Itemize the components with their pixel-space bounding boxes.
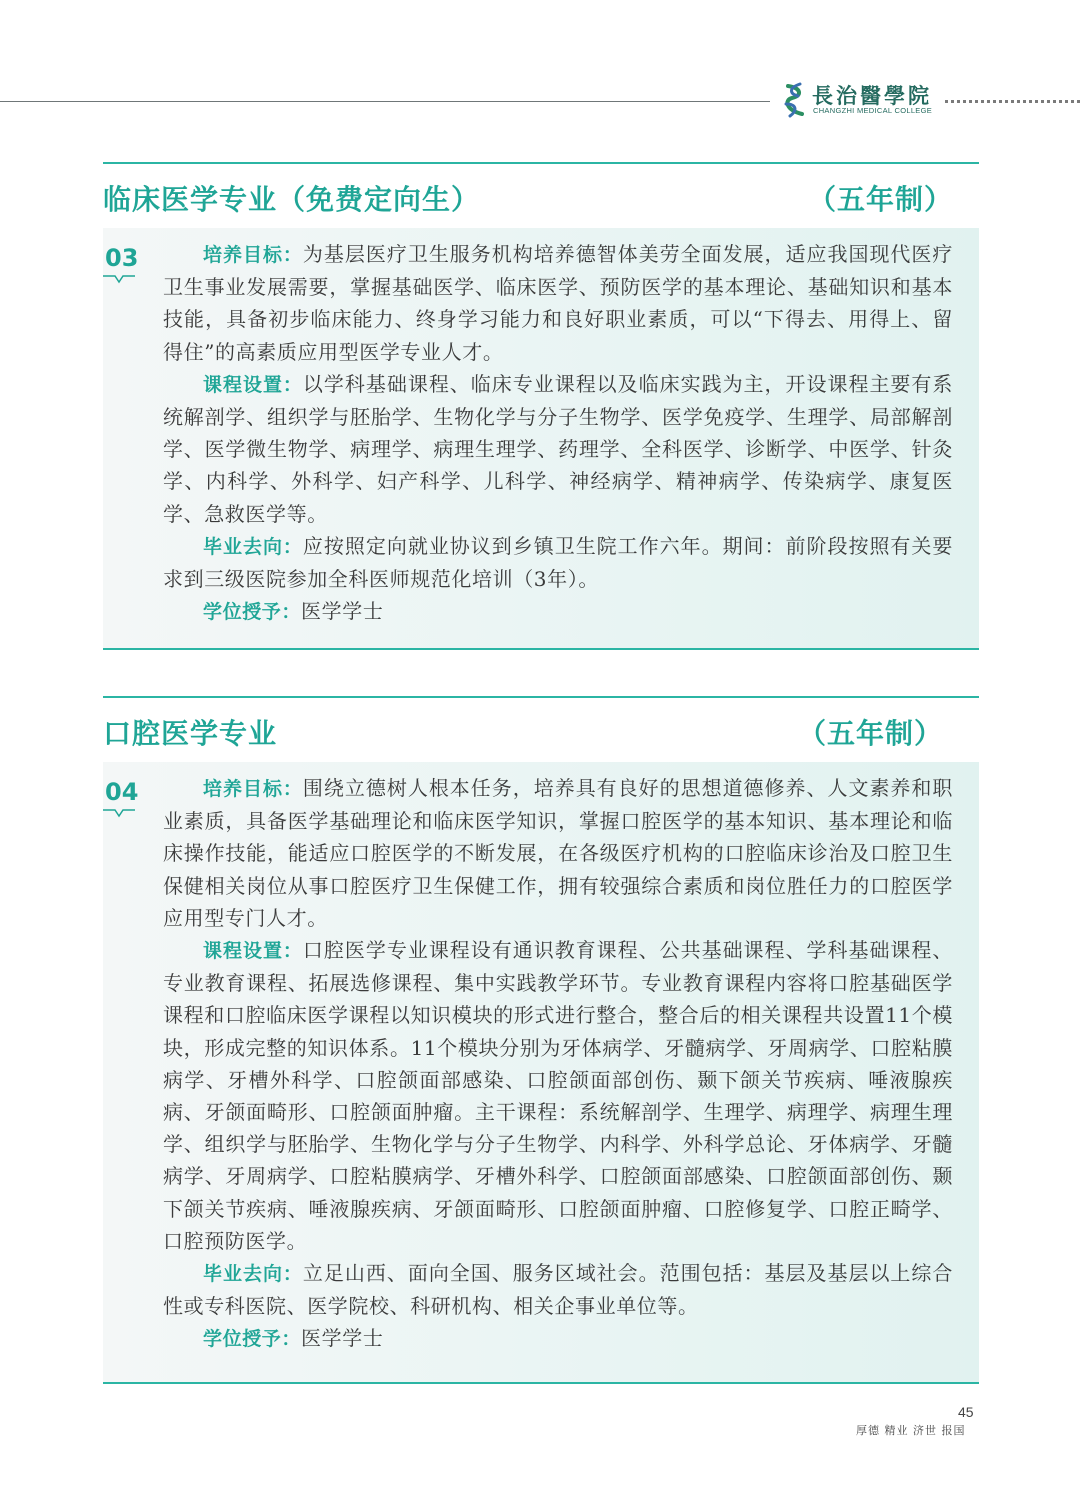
program-section-clinical (103, 162, 979, 652)
section-duration: （五年制） (807, 183, 953, 216)
program-section-stomatology (103, 696, 979, 1386)
label-courses: 课程设置： (203, 373, 303, 396)
text-career: 应按照定向就业协议到乡镇卫生院工作六年。期间：前阶段按照有关要求到三级医院参加全科医师规范化培训（3年）。 (163, 533, 953, 592)
label-career: 毕业去向： (203, 535, 303, 558)
section-top-rule (103, 162, 979, 164)
section-number-badge (103, 778, 143, 818)
header-rule (0, 101, 770, 102)
label-career: 毕业去向： (203, 1263, 303, 1286)
logo-english-name: CHANGZHI MEDICAL COLLEGE (813, 106, 933, 115)
text-degree: 医学学士 (301, 1326, 384, 1351)
label-degree: 学位授予： (203, 601, 302, 624)
section-body (163, 772, 953, 1356)
section-number-badge (103, 244, 143, 284)
label-goal: 培养目标： (203, 778, 303, 800)
paragraph-courses (163, 934, 953, 1257)
college-logo (782, 80, 933, 120)
text-goal: 为基层医疗卫生服务机构培养德智体美劳全面发展，适应我国现代医疗卫生事业发展需要，掌握基础医学、临床医学、预防医学的基本理论、基础知识和基本技能，具备初步临床能力、终身学习能力和良好职业素质，可以“下得去、用得上、留得住”的高素质应用型医学专业人才。 (163, 242, 953, 364)
section-top-rule (103, 696, 979, 698)
section-duration: （五年制） (797, 717, 943, 750)
text-courses: 口腔医学专业课程设有通识教育课程、公共基础课程、学科基础课程、专业教育课程、拓展选修课程、集中实践教学环节。专业教育课程内容将口腔基础医学课程和口腔临床医学课程以知识模块的形式进行整合，整合后的相关课程共设置11个模块，形成完整的知识体系。11个模块分别为牙体病学、牙髓病学、牙周病学、口腔粘膜病学、牙槽外科学、口腔颌面部感染、口腔颌面部创伤、颞下颌关节疾病、唾液腺疾病、牙颌面畸形、口腔颌面肿瘤。主干课程：系统解剖学、生理学、病理学、病理生理学、组织学与胚胎学、生物化学与分子生物学、内科学、外科学总论、牙体病学、牙髓病学、牙周病学、口腔粘膜病学、牙槽外科学、口腔颌面部感染、口腔颌面部创伤、颞下颌关节疾病、唾液腺疾病、牙颌面畸形、口腔颌面肿瘤、口腔修复学、口腔正畸学、口腔预防医学。 (163, 938, 953, 1253)
text-goal: 围绕立德树人根本任务，培养具有良好的思想道德修养、人文素养和职业素质，具备医学基础理论和临床医学知识，掌握口腔医学的基本知识、基本理论和临床操作技能，能适应口腔医学的不断发展，在各级医疗机构的口腔临床诊治及口腔卫生保健相关岗位从事口腔医疗卫生保健工作，拥有较强综合素质和岗位胜任力的口腔医学应用型专门人才。 (163, 776, 953, 930)
section-number: 04 (105, 778, 139, 806)
text-courses: 以学科基础课程、临床专业课程以及临床实践为主，开设课程主要有系统解剖学、组织学与胚胎学、生物化学与分子生物学、医学免疫学、生理学、局部解剖学、医学微生物学、病理学、病理生理学、药理学、全科医学、诊断学、中医学、针灸学、内科学、外科学、妇产科学、儿科学、神经病学、精神病学、传染病学、康复医学、急救医学等。 (163, 371, 953, 526)
section-title: 口腔医学专业 (103, 717, 278, 750)
paragraph-goal (163, 772, 953, 934)
section-number: 03 (105, 244, 139, 272)
paragraph-career (163, 530, 953, 595)
section-body (163, 238, 953, 628)
badge-pointer-icon (103, 808, 135, 820)
college-emblem-icon (782, 82, 808, 118)
header-dotted-rule (945, 100, 1080, 103)
section-bottom-rule (103, 648, 979, 650)
label-goal: 培养目标： (203, 244, 303, 266)
text-career: 立足山西、面向全国、服务区域社会。范围包括：基层及基层以上综合性或专科医院、医学院校、科研机构、相关企事业单位等。 (163, 1261, 953, 1319)
label-courses: 课程设置： (203, 940, 303, 963)
paragraph-courses (163, 368, 953, 530)
paragraph-career (163, 1257, 953, 1322)
label-degree: 学位授予： (203, 1328, 302, 1351)
page-number: 45 (958, 1404, 974, 1420)
paragraph-degree (163, 595, 953, 628)
paragraph-goal (163, 238, 953, 368)
badge-pointer-icon (103, 274, 135, 286)
logo-chinese-name: 長治醫學院 (812, 83, 932, 108)
section-bottom-rule (103, 1382, 979, 1384)
text-degree: 医学学士 (301, 599, 384, 624)
paragraph-degree (163, 1322, 953, 1355)
section-title: 临床医学专业（免费定向生） (103, 183, 481, 216)
college-motto: 厚德 精业 济世 报国 (856, 1424, 966, 1437)
